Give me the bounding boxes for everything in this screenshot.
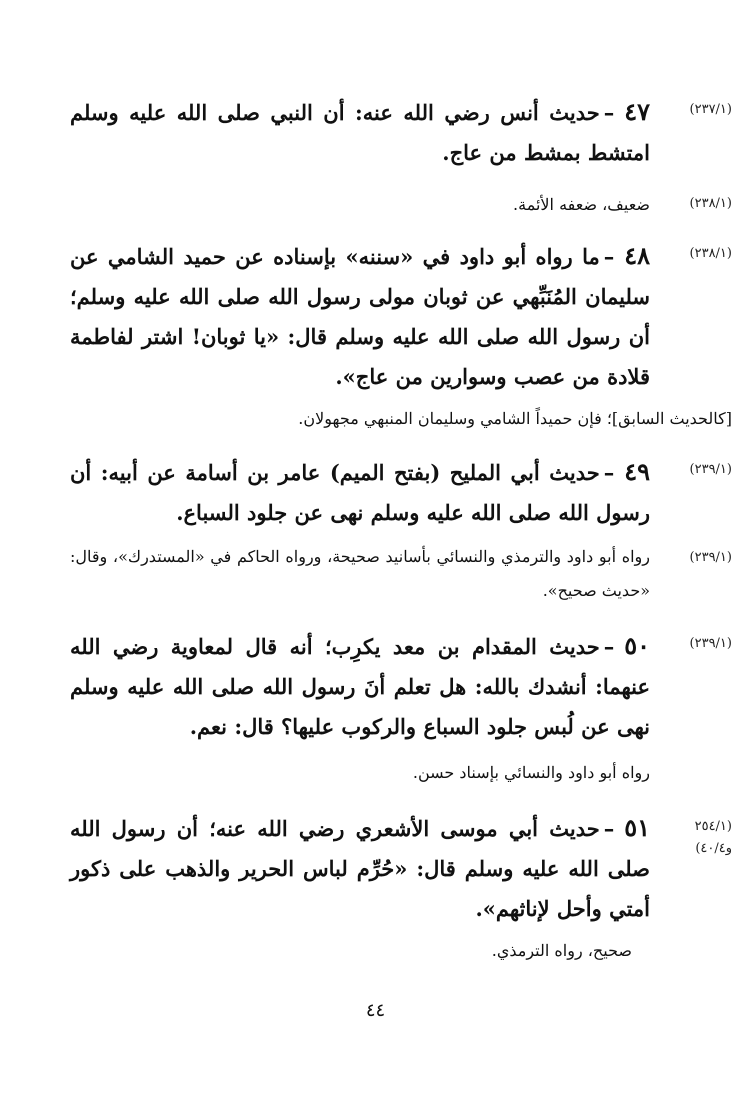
- grading-49: [70, 540, 732, 610]
- grading-text: رواه أبو داود والنسائي بإسناد حسن.: [412, 763, 650, 782]
- reference-note: (٢٣٨/١): [689, 246, 732, 261]
- grading-text: ضعيف، ضعفه الأئمة.: [513, 195, 650, 214]
- reference-note: (٢٣٩/١): [689, 636, 732, 651]
- hadith-text: ٥٠–حديث المقدام بن معد يكرِب؛ أنه قال لمعاوية رضي الله عنهما: أنشدك بالله: هل تعلم أنَ رسول الله صلى الله عليه وسلم نهى عن لُبس جلود السباع والركوب عليها؟ قال: نعم.: [70, 631, 650, 739]
- grading-48: [70, 402, 732, 436]
- hadith-51: [70, 808, 732, 928]
- hadith-number: ٥١: [624, 813, 650, 842]
- grading-text: صحيح، رواه الترمذي.: [491, 941, 632, 960]
- grading-50: [70, 756, 732, 790]
- hadith-49: [70, 452, 732, 532]
- hadith-number: ٤٧: [624, 97, 650, 126]
- hadith-50: [70, 626, 732, 746]
- reference-note: (٢٣٩/١): [689, 462, 732, 477]
- hadith-text: ٥١–حديث أبي موسى الأشعري رضي الله عنه؛ أن رسول الله صلى الله عليه وسلم قال: «حُرِّم لباس الحرير والذهب على ذكور أمتي وأحل لإناثهم».: [70, 813, 650, 921]
- hadith-47: [70, 92, 732, 182]
- hadith-text: ٤٧–حديث أنس رضي الله عنه: أن النبي صلى الله عليه وسلم امتشط بمشط من عاج.: [70, 97, 650, 165]
- grading-text: رواه أبو داود والترمذي والنسائي بأسانيد صحيحة، ورواه الحاكم في «المستدرك»، وقال: «حديث صحيح».: [70, 547, 650, 600]
- grading-47: [70, 188, 732, 222]
- hadith-number: ٤٩: [624, 457, 650, 486]
- hadith-number: ٤٨: [624, 241, 650, 270]
- reference-note: (٢٣٧/١): [689, 102, 732, 117]
- reference-note: (٢٥٤/١ و٤٠/٤): [694, 819, 732, 856]
- hadith-text: ٤٨–ما رواه أبو داود في «سننه» بإسناده عن حميد الشامي عن سليمان المُنَبِّهي عن ثوبان مولى رسول الله صلى الله عليه وسلم؛ أن رسول الله صلى الله عليه وسلم قال: «يا ثوبان! اشتر لفاطمة قلادة من عصب وسوارين من عاج».: [70, 241, 650, 389]
- reference-note: (٢٣٩/١): [689, 550, 732, 565]
- hadith-48: [70, 236, 732, 396]
- reference-note: (٢٣٨/١): [689, 196, 732, 211]
- grading-51: [70, 934, 732, 968]
- page-number: ٤٤: [365, 1000, 386, 1021]
- hadith-text: ٤٩–حديث أبي المليح (بفتح الميم) عامر بن أسامة عن أبيه: أن رسول الله صلى الله عليه وسلم نهى عن جلود السباع.: [70, 457, 650, 525]
- grading-text: [كالحديث السابق]؛ فإن حميداً الشامي وسليمان المنبهي مجهولان.: [298, 409, 732, 428]
- hadith-number: ٥٠: [624, 631, 650, 660]
